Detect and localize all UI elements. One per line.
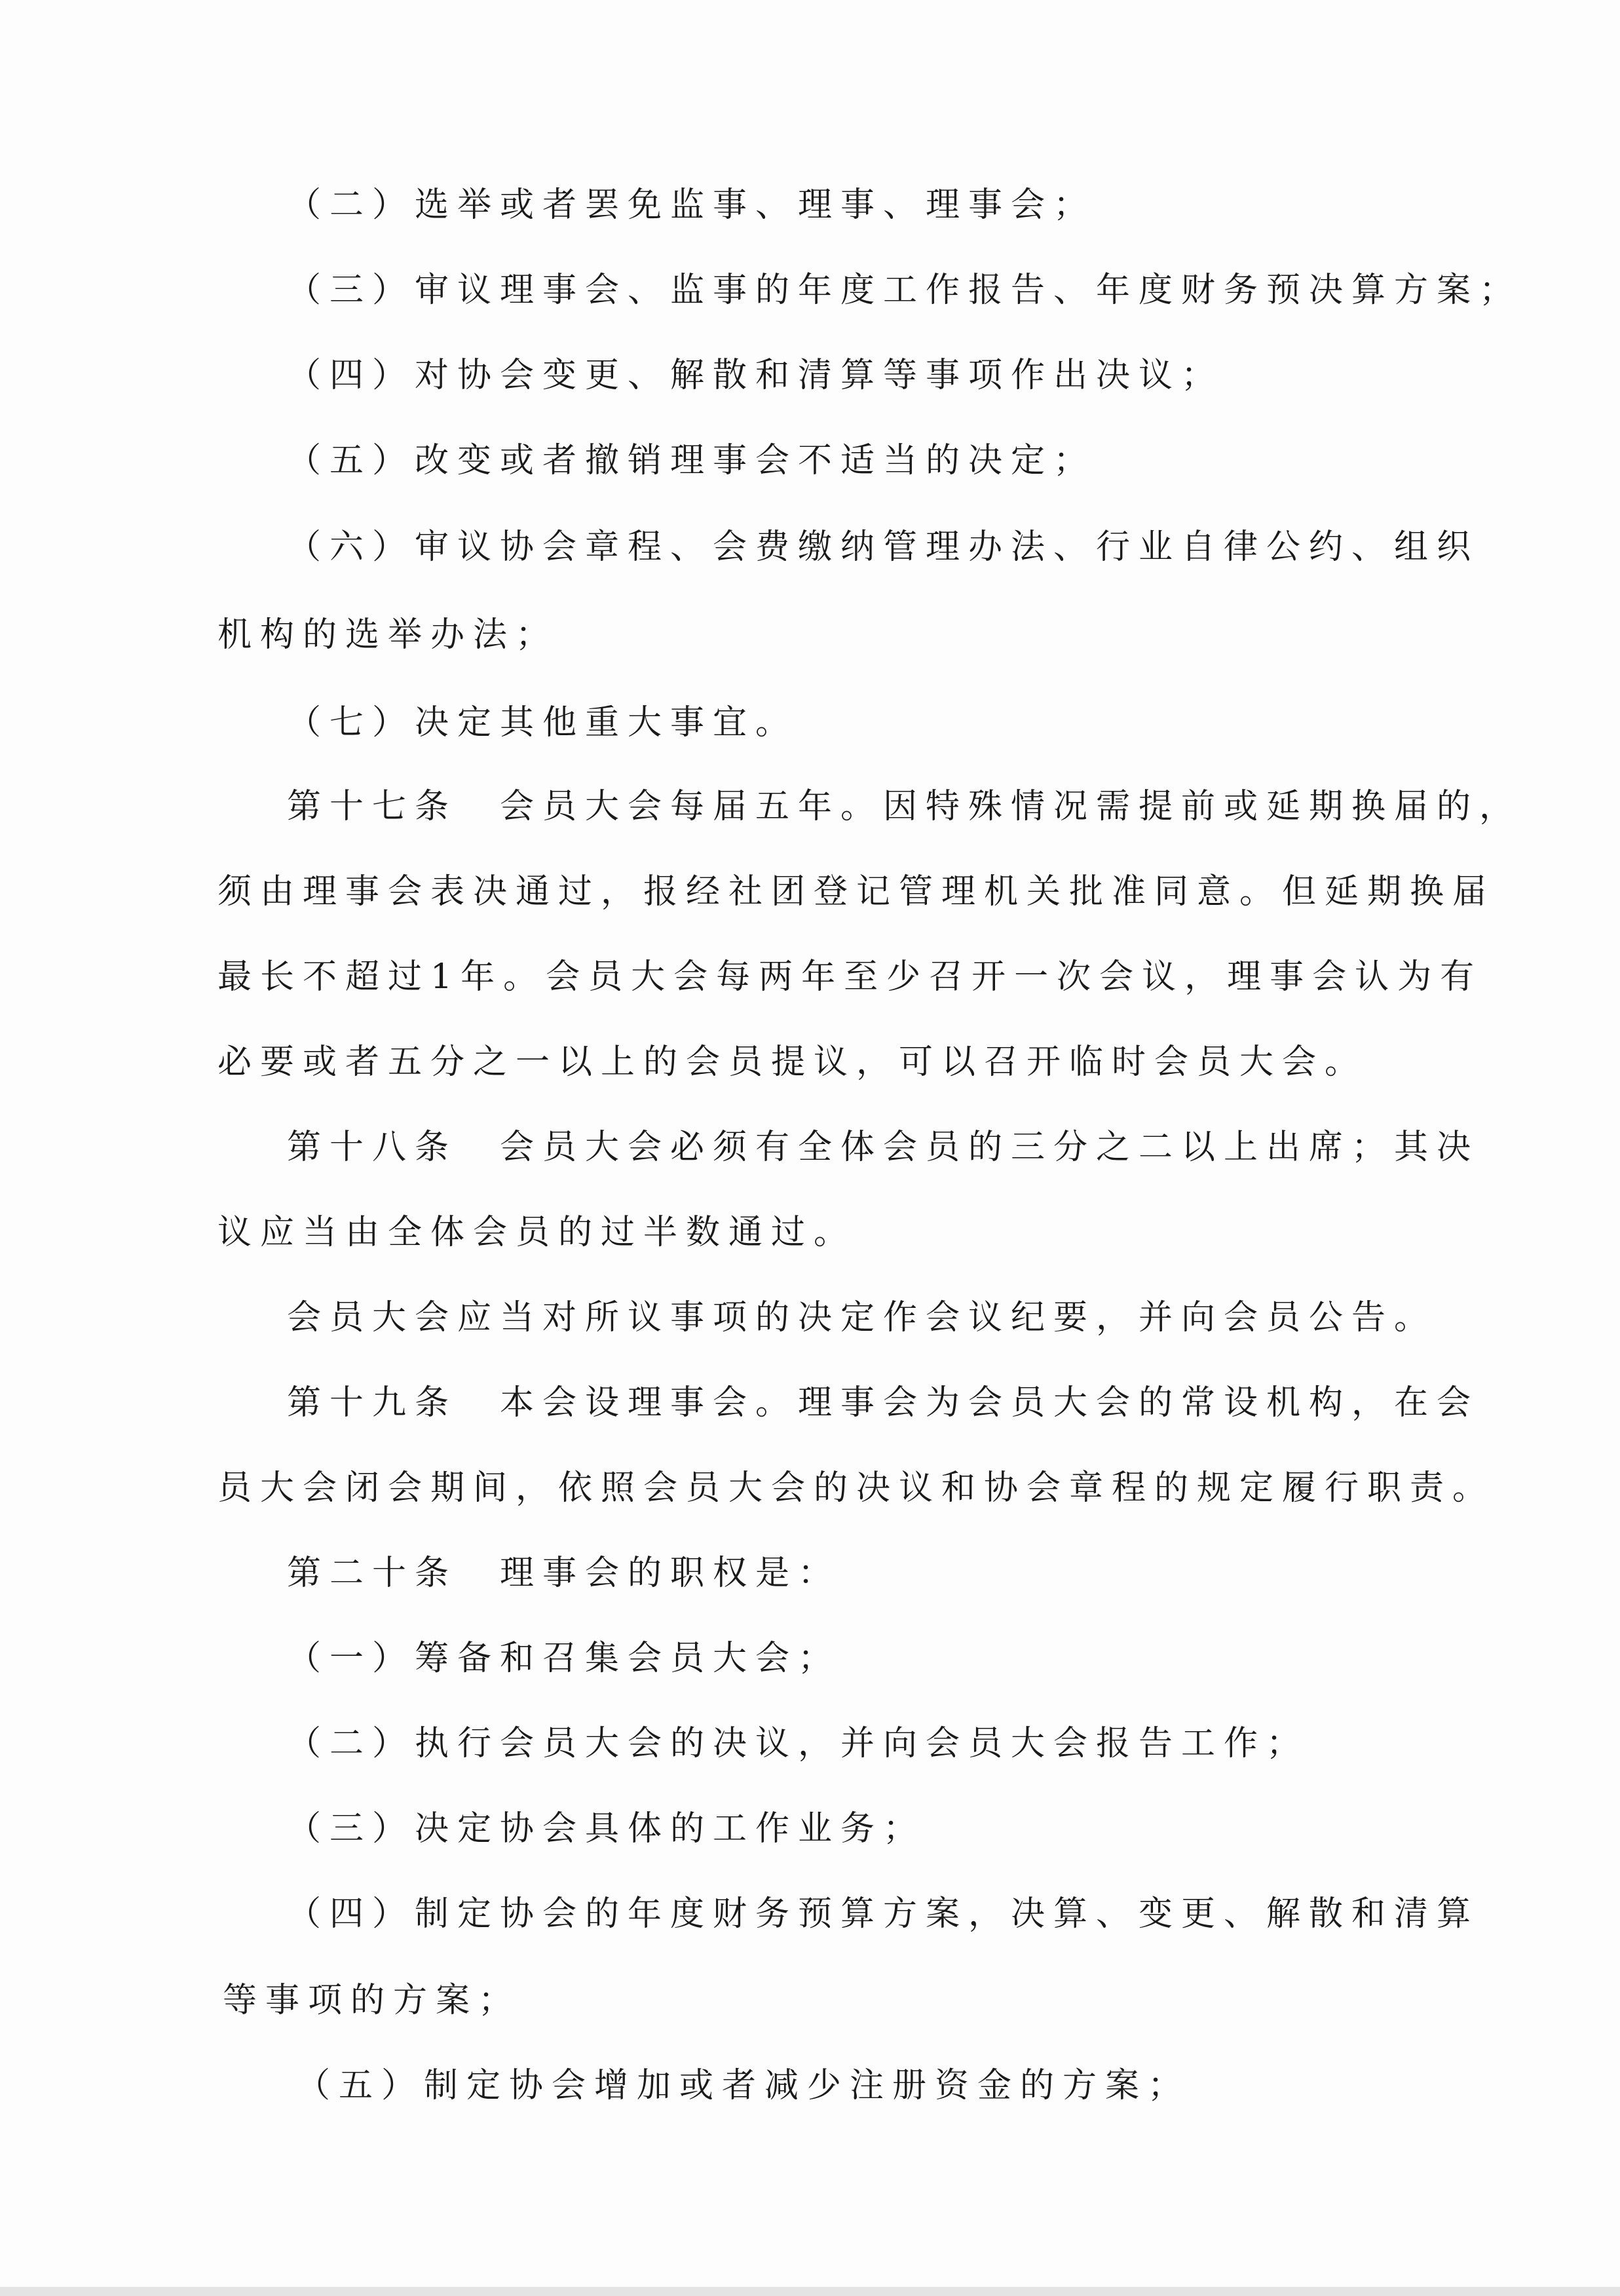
text-line: 必要或者五分之一以上的会员提议，可以召开临时会员大会。 bbox=[217, 1043, 1368, 1082]
text-line: （三）审议理事会、监事的年度工作报告、年度财务预决算方案； bbox=[287, 271, 1522, 310]
text-line: 机构的选举办法； bbox=[217, 615, 559, 655]
text-line: 议应当由全体会员的过半数通过。 bbox=[217, 1213, 857, 1252]
text-line: （七）决定其他重大事宜。 bbox=[287, 703, 799, 742]
text-line: 第二十条 理事会的职权是： bbox=[287, 1554, 841, 1593]
text-line: 会员大会应当对所议事项的决定作会议纪要，并向会员公告。 bbox=[287, 1298, 1437, 1337]
text-line: 第十八条 会员大会必须有全体会员的三分之二以上出席；其决 bbox=[287, 1128, 1480, 1167]
text-line: （一）筹备和召集会员大会； bbox=[287, 1639, 841, 1678]
text-line: （五）制定协会增加或者减少注册资金的方案； bbox=[296, 2066, 1191, 2105]
text-line: 员大会闭会期间，依照会员大会的决议和协会章程的规定履行职责。 bbox=[217, 1468, 1496, 1508]
text-line: 第十九条 本会设理事会。理事会为会员大会的常设机构，在会 bbox=[287, 1383, 1480, 1423]
text-line: 最长不超过1年。会员大会每两年至少召开一次会议，理事会认为有 bbox=[217, 957, 1483, 997]
text-line: （四）制定协会的年度财务预算方案，决算、变更、解散和清算 bbox=[287, 1894, 1480, 1934]
text-line: 等事项的方案； bbox=[223, 1981, 521, 2020]
text-line: 须由理事会表决通过，报经社团登记管理机关批准同意。但延期换届 bbox=[217, 872, 1496, 911]
text-line: （六）审议协会章程、会费缴纳管理办法、行业自律公约、组织 bbox=[287, 527, 1480, 567]
text-line: （五）改变或者撤销理事会不适当的决定； bbox=[287, 441, 1097, 480]
text-line: （二）选举或者罢免监事、理事、理事会； bbox=[287, 185, 1097, 225]
text-line: （四）对协会变更、解散和清算等事项作出决议； bbox=[287, 356, 1224, 395]
text-line: （三）决定协会具体的工作业务； bbox=[287, 1809, 926, 1848]
text-line: 第十七条 会员大会每届五年。因特殊情况需提前或延期换届的， bbox=[287, 787, 1522, 826]
page-bottom-edge bbox=[0, 2287, 1620, 2296]
text-line: （二）执行会员大会的决议，并向会员大会报告工作； bbox=[287, 1724, 1309, 1763]
